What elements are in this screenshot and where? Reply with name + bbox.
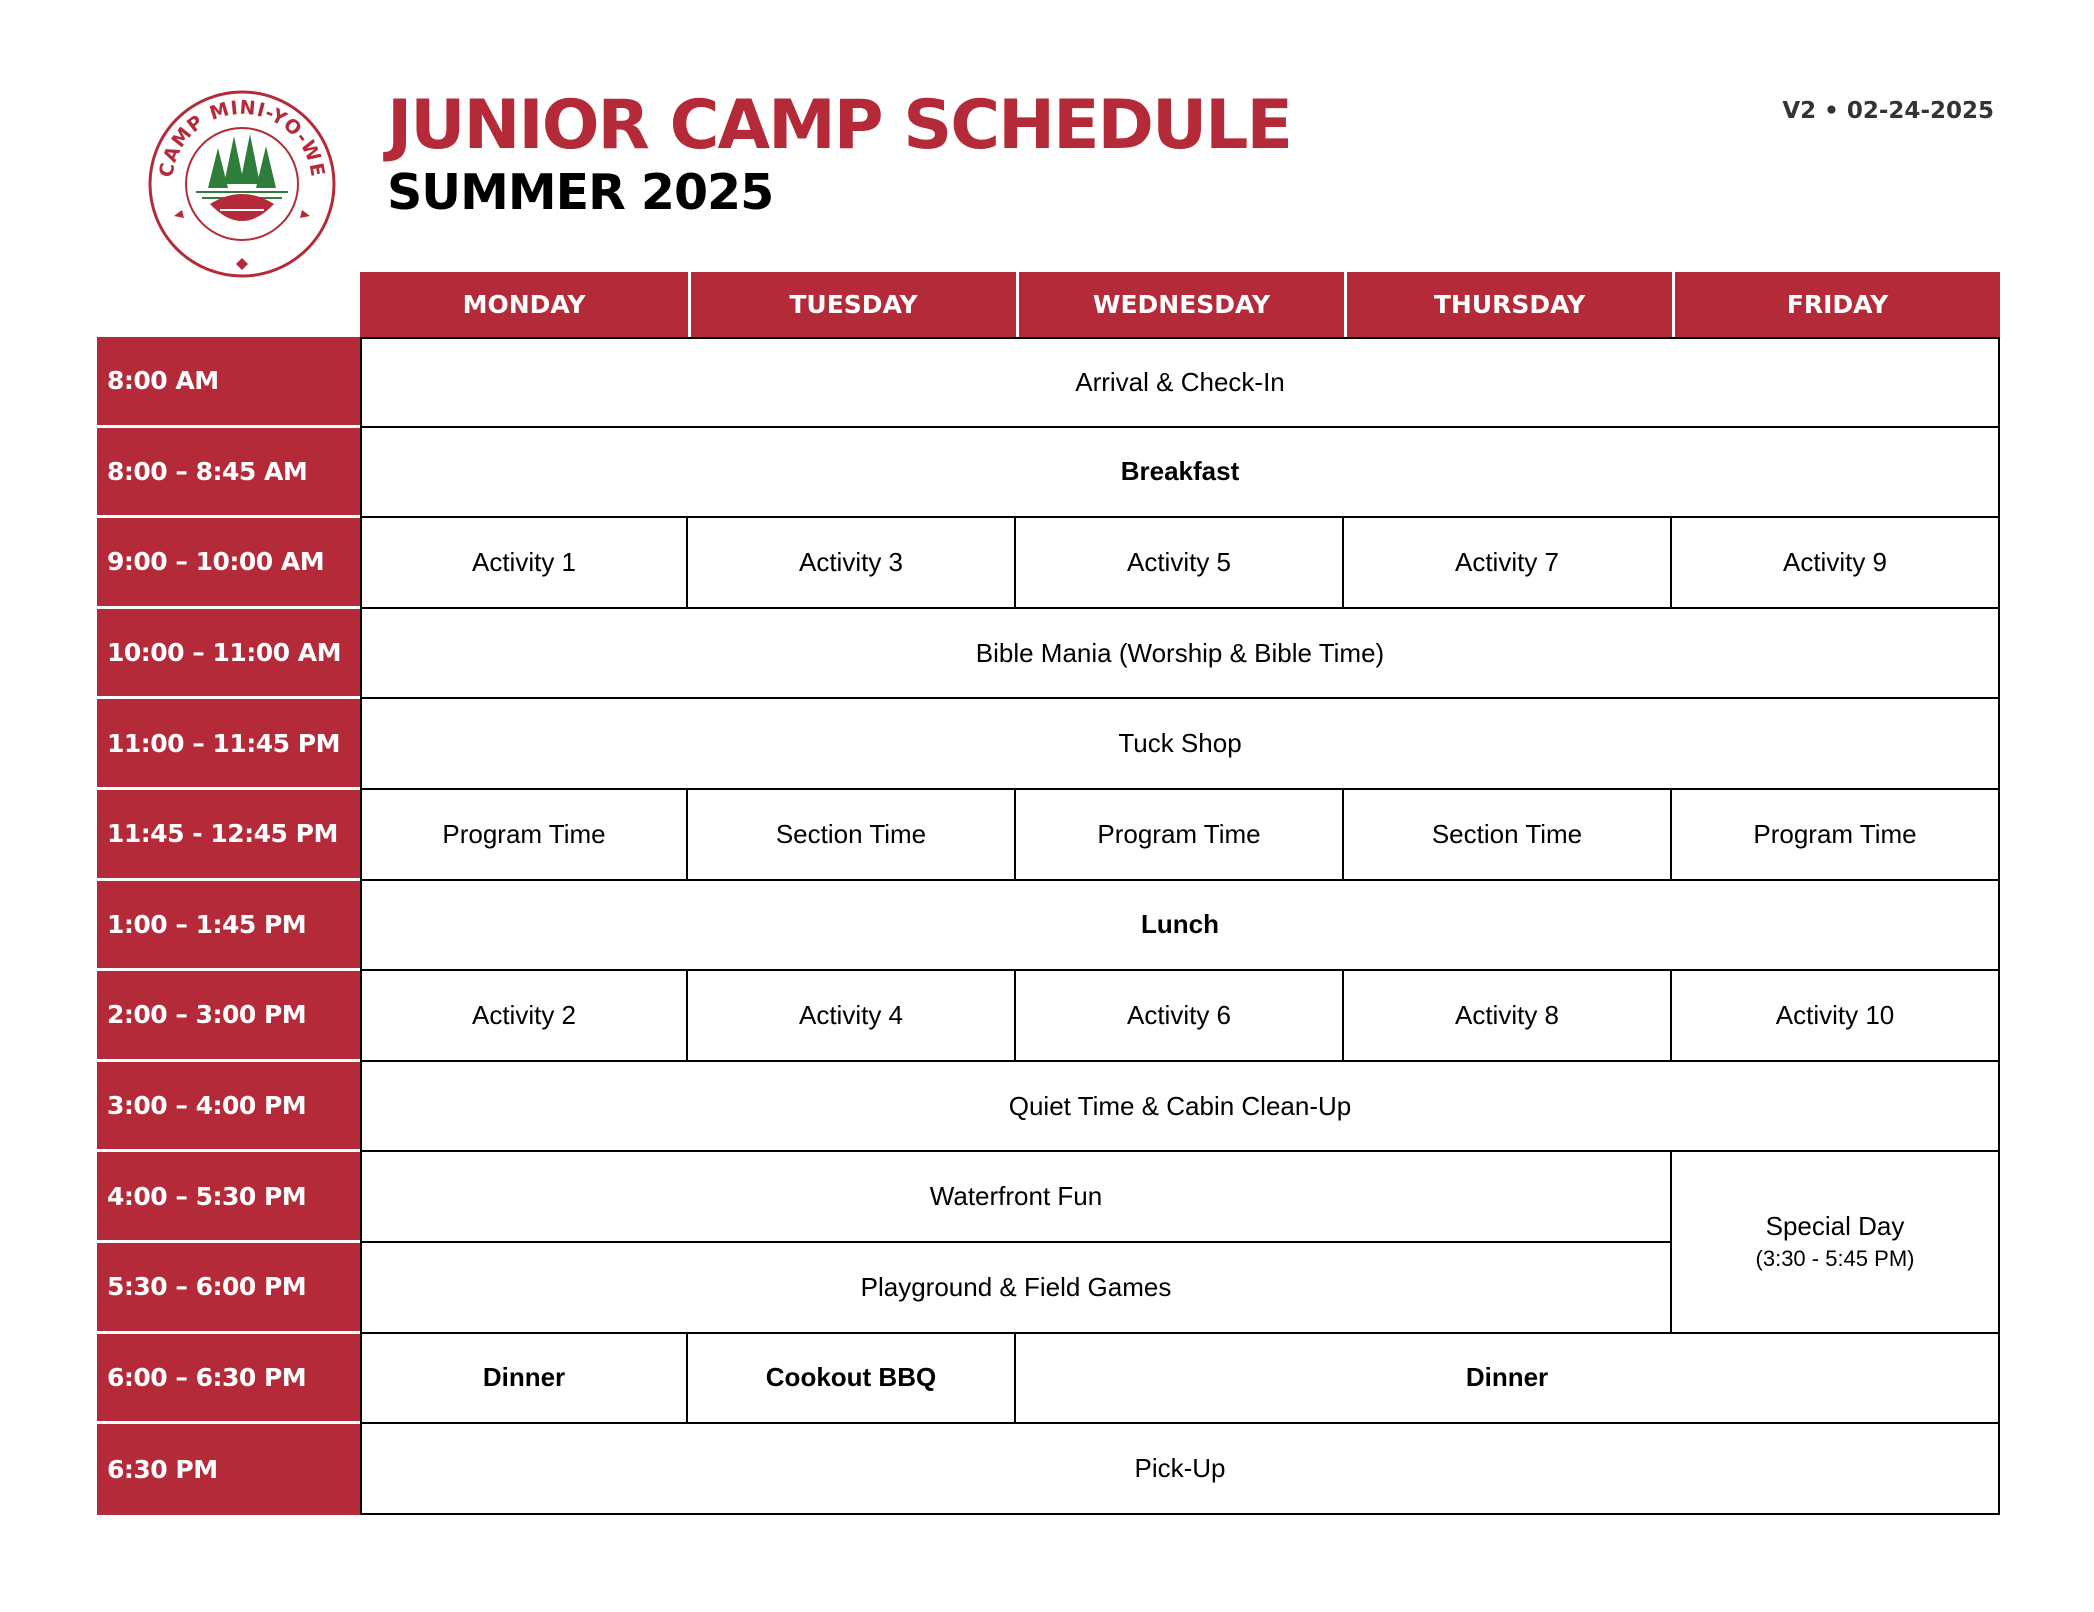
event-activity: Activity 3	[688, 518, 1016, 609]
time-slot: 2:00 – 3:00 PM	[97, 971, 360, 1062]
event-activity: Activity 8	[1344, 971, 1672, 1062]
time-slot: 8:00 – 8:45 AM	[97, 428, 360, 519]
event-activity: Activity 7	[1344, 518, 1672, 609]
page-subtitle: SUMMER 2025	[387, 164, 774, 221]
event-waterfront: Waterfront Fun	[360, 1152, 1672, 1243]
time-slot: 4:00 – 5:30 PM	[97, 1152, 360, 1243]
time-slot: 1:00 – 1:45 PM	[97, 881, 360, 972]
event-activity: Activity 5	[1016, 518, 1344, 609]
svg-text:CAMP MINI-YO-WE: CAMP MINI-YO-WE	[155, 96, 329, 180]
time-slot: 3:00 – 4:00 PM	[97, 1062, 360, 1153]
time-slot: 11:00 – 11:45 PM	[97, 699, 360, 790]
version-label: V2 • 02-24-2025	[1782, 98, 1994, 124]
time-slot: 9:00 – 10:00 AM	[97, 518, 360, 609]
event-activity: Activity 4	[688, 971, 1016, 1062]
day-header-thursday: THURSDAY	[1344, 272, 1672, 337]
event-program: Program Time	[360, 790, 688, 881]
event-activity: Activity 9	[1672, 518, 2000, 609]
event-special-day	[1672, 1152, 2000, 1333]
event-bible-mania: Bible Mania (Worship & Bible Time)	[360, 609, 2000, 700]
event-dinner: Dinner	[1016, 1334, 2000, 1425]
time-slot: 6:30 PM	[97, 1424, 360, 1515]
schedule-table	[97, 272, 2000, 1515]
event-tuck-shop: Tuck Shop	[360, 699, 2000, 790]
event-activity: Activity 10	[1672, 971, 2000, 1062]
event-activity: Activity 6	[1016, 971, 1344, 1062]
day-header-wednesday: WEDNESDAY	[1016, 272, 1344, 337]
page-title: JUNIOR CAMP SCHEDULE	[387, 86, 1291, 165]
time-slot: 10:00 – 11:00 AM	[97, 609, 360, 700]
event-lunch: Lunch	[360, 881, 2000, 972]
event-program: Section Time	[1344, 790, 1672, 881]
time-slot: 11:45 - 12:45 PM	[97, 790, 360, 881]
time-slot: 5:30 – 6:00 PM	[97, 1243, 360, 1334]
event-program: Section Time	[688, 790, 1016, 881]
time-slot: 6:00 – 6:30 PM	[97, 1334, 360, 1425]
event-breakfast: Breakfast	[360, 428, 2000, 519]
event-cookout-bbq: Cookout BBQ	[688, 1334, 1016, 1425]
special-day-label: Special Day	[1765, 1211, 1905, 1242]
event-pickup: Pick-Up	[360, 1424, 2000, 1515]
corner-cell	[97, 272, 360, 337]
day-header-friday: FRIDAY	[1672, 272, 2000, 337]
event-quiet-time: Quiet Time & Cabin Clean-Up	[360, 1062, 2000, 1153]
event-arrival: Arrival & Check-In	[360, 337, 2000, 428]
event-activity: Activity 2	[360, 971, 688, 1062]
event-dinner-monday: Dinner	[360, 1334, 688, 1425]
event-program: Program Time	[1672, 790, 2000, 881]
special-day-time: (3:30 - 5:45 PM)	[1755, 1246, 1915, 1272]
time-slot: 8:00 AM	[97, 337, 360, 428]
event-activity: Activity 1	[360, 518, 688, 609]
day-header-tuesday: TUESDAY	[688, 272, 1016, 337]
event-program: Program Time	[1016, 790, 1344, 881]
day-header-monday: MONDAY	[360, 272, 688, 337]
event-playground: Playground & Field Games	[360, 1243, 1672, 1334]
camp-logo	[146, 88, 338, 280]
